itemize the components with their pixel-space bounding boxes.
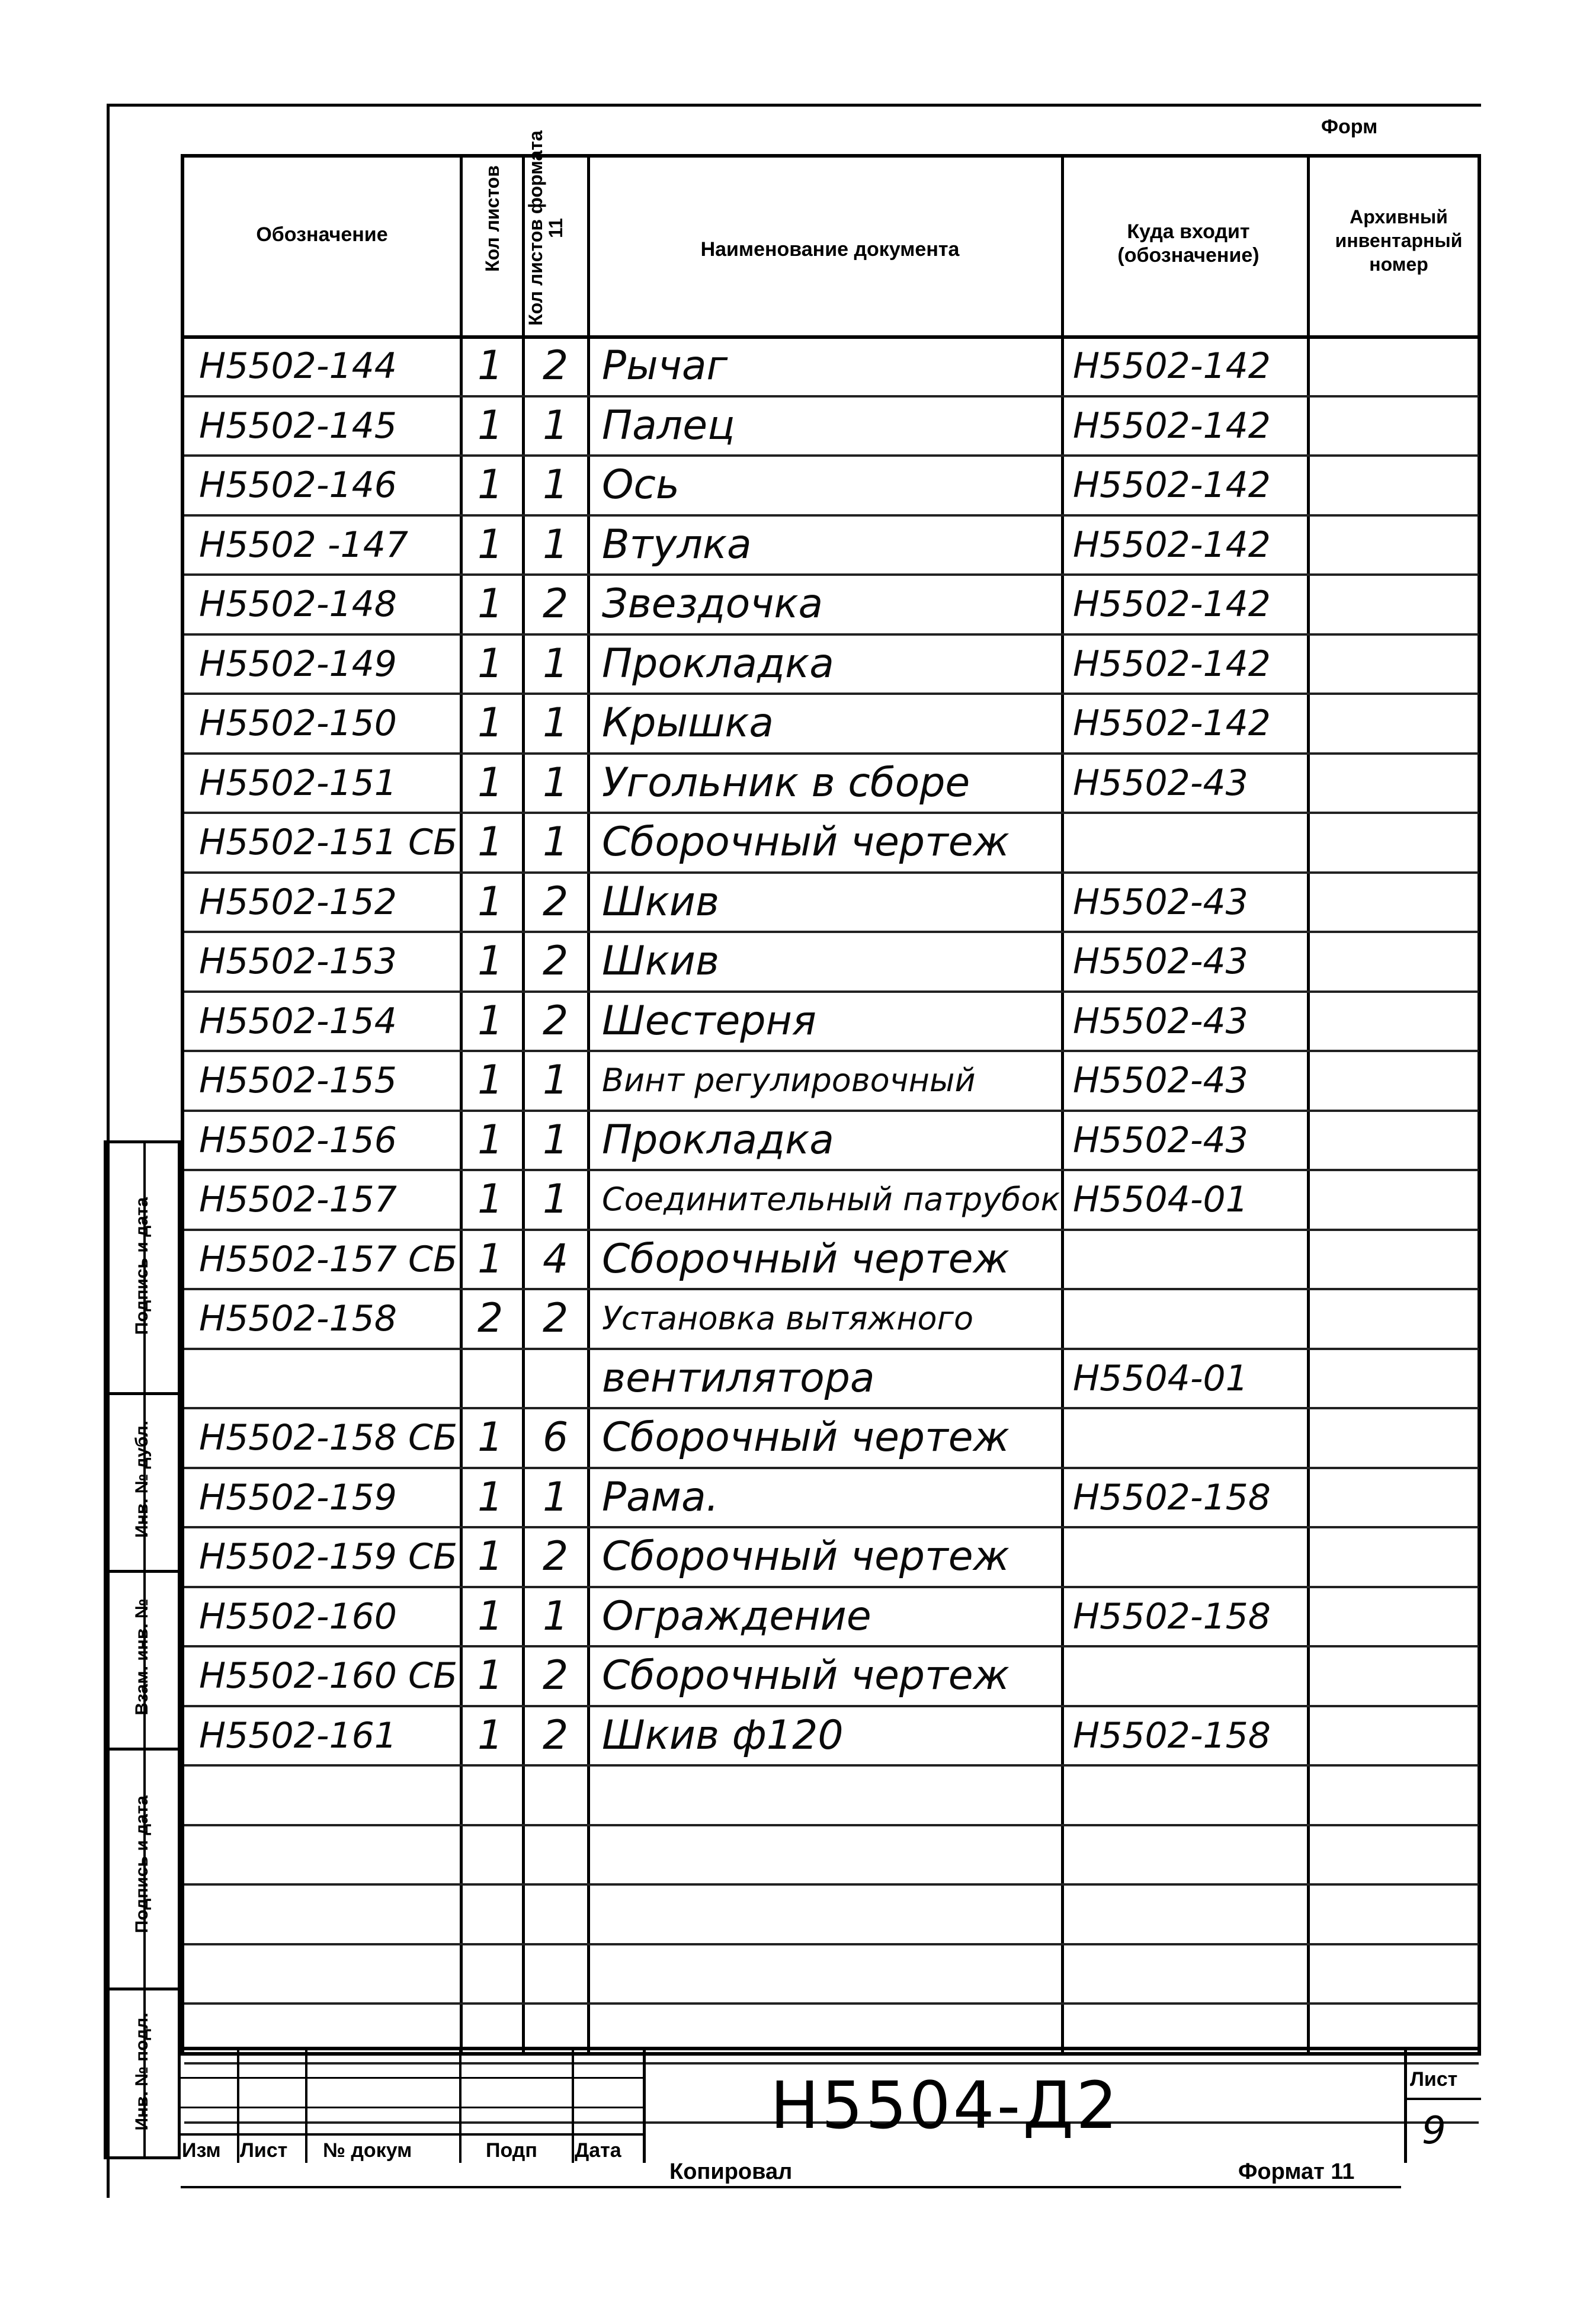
- tb-label-list: Лист: [240, 2139, 288, 2162]
- cell-sheets: 1: [477, 1235, 504, 1283]
- cell-designation: Н5502-145: [199, 405, 397, 447]
- cell-designation: Н5502-160: [199, 1595, 397, 1637]
- cell-sheets: 1: [477, 1116, 504, 1163]
- row-line: [184, 1645, 1479, 1647]
- col-divider-included: [1307, 158, 1310, 2053]
- cell-format11: 2: [543, 1295, 569, 1342]
- cell-doc-name: Ограждение: [602, 1592, 871, 1640]
- cell-sheets: 2: [477, 1295, 504, 1342]
- row-line: [184, 1526, 1479, 1528]
- tb-label-izm: Изм: [182, 2139, 221, 2162]
- side-label-dup-inv: Инв. № дубл.: [132, 1421, 152, 1538]
- document-code: Н5504-Д2: [770, 2067, 1120, 2143]
- row-line: [184, 2002, 1479, 2005]
- header-doc-name: Наименование документа: [700, 238, 960, 261]
- row-line: [184, 514, 1479, 517]
- cell-sheets: 1: [477, 1592, 504, 1640]
- cell-designation: Н5502-158: [199, 1298, 397, 1339]
- tb-col-line: [1404, 2050, 1407, 2163]
- cell-format11: 1: [543, 819, 569, 866]
- cell-format11: 1: [543, 1473, 569, 1521]
- cell-format11: 2: [543, 342, 569, 389]
- tb-row-line: [1404, 2098, 1481, 2100]
- row-line: [184, 395, 1479, 398]
- cell-doc-name: Ось: [602, 461, 680, 508]
- cell-doc-name: вентилятора: [602, 1354, 875, 1402]
- sheet-number: 9: [1422, 2109, 1446, 2153]
- cell-doc-name: Рама.: [602, 1473, 719, 1521]
- tb-label-data: Дата: [575, 2139, 621, 2162]
- cell-designation: Н5502-158 СБ: [199, 1417, 458, 1458]
- header-sheets-count: Кол листов: [482, 165, 503, 272]
- cell-format11: 1: [543, 402, 569, 449]
- cell-sheets: 1: [477, 700, 504, 746]
- cell-format11: 2: [543, 1652, 569, 1699]
- tb-col-line: [305, 2050, 307, 2163]
- cell-doc-name: Угольник в сборе: [602, 759, 970, 806]
- cell-doc-name: Шкив: [602, 878, 720, 925]
- cell-format11: 1: [543, 1116, 569, 1163]
- cell-included-in: Н5502-142: [1073, 345, 1271, 387]
- cell-included-in: Н5502-43: [1073, 1000, 1248, 1042]
- footer-format: Формат 11: [1238, 2159, 1355, 2184]
- cell-sheets: 1: [477, 581, 504, 627]
- tb-col-line: [643, 2050, 646, 2163]
- cell-sheets: 1: [477, 759, 504, 806]
- cell-doc-name: Шкив: [602, 938, 720, 985]
- header-archive-no: Архивный инвентарный номер: [1335, 206, 1463, 275]
- cell-format11: 2: [543, 938, 569, 985]
- cell-sheets: 1: [477, 342, 504, 389]
- row-line: [184, 1110, 1479, 1112]
- side-label-signature-date: Подпись и дата: [132, 1197, 152, 1335]
- row-line: [184, 633, 1479, 636]
- cell-doc-name: Сборочный чертеж: [602, 819, 1009, 866]
- side-label-orig-inv: Инв. № подл.: [132, 2012, 152, 2131]
- cell-sheets: 1: [477, 1057, 504, 1104]
- cell-included-in: Н5502-142: [1073, 464, 1271, 506]
- cell-included-in: Н5502-43: [1073, 881, 1248, 923]
- row-line: [184, 1883, 1479, 1886]
- cell-included-in: Н5504-01: [1073, 1179, 1248, 1220]
- row-line: [184, 693, 1479, 695]
- cell-designation: Н5502-151: [199, 762, 397, 804]
- cell-format11: 1: [543, 461, 569, 508]
- cell-format11: 1: [543, 1057, 569, 1104]
- cell-format11: 1: [543, 1592, 569, 1640]
- cell-sheets: 1: [477, 878, 504, 925]
- row-line: [184, 1586, 1479, 1588]
- cell-doc-name: Шкив ф120: [602, 1711, 844, 1759]
- cell-designation: Н5502-149: [199, 643, 397, 685]
- cell-format11: 6: [543, 1414, 569, 1461]
- cell-sheets: 1: [477, 640, 504, 687]
- cell-included-in: Н5502-158: [1073, 1595, 1271, 1637]
- header-included-in: Куда входит (обозначение): [1117, 220, 1260, 267]
- cell-included-in: Н5502-43: [1073, 762, 1248, 804]
- cell-sheets: 1: [477, 1414, 504, 1461]
- col-divider-docname: [1061, 158, 1064, 2053]
- cell-format11: 2: [543, 997, 569, 1044]
- cell-format11: 2: [543, 581, 569, 627]
- tb-col-line: [459, 2050, 462, 2163]
- cell-sheets: 1: [477, 1711, 504, 1759]
- row-line: [184, 1169, 1479, 1171]
- cell-designation: Н5502-144: [199, 345, 397, 387]
- cell-designation: Н5502-148: [199, 584, 397, 625]
- cell-format11: 1: [543, 700, 569, 746]
- side-stamp-column: [104, 1140, 181, 2159]
- cell-doc-name: Соединительный патрубок: [602, 1181, 1060, 1218]
- row-line: [184, 1824, 1479, 1826]
- tb-col-line: [237, 2050, 239, 2163]
- cell-included-in: Н5502-158: [1073, 1714, 1271, 1756]
- cell-designation: Н5502-160 СБ: [199, 1655, 458, 1697]
- cell-doc-name: Сборочный чертеж: [602, 1235, 1009, 1283]
- cell-doc-name: Прокладка: [602, 1116, 834, 1163]
- side-label-signature-date-2: Подпись и дата: [132, 1795, 152, 1934]
- cell-designation: Н5502 -147: [199, 524, 409, 566]
- cell-included-in: Н5504-01: [1073, 1357, 1248, 1399]
- col-divider-designation: [460, 158, 463, 2053]
- cell-included-in: Н5502-158: [1073, 1476, 1271, 1518]
- cell-sheets: 1: [477, 1533, 504, 1580]
- cell-designation: Н5502-146: [199, 464, 397, 506]
- cell-format11: 2: [543, 1533, 569, 1580]
- col-divider-sheets: [522, 158, 525, 2053]
- cell-sheets: 1: [477, 819, 504, 866]
- cell-format11: 4: [543, 1235, 569, 1283]
- cell-format11: 1: [543, 1176, 569, 1223]
- row-line: [184, 1407, 1479, 1409]
- cell-doc-name: Сборочный чертеж: [602, 1652, 1009, 1699]
- cell-included-in: Н5502-142: [1073, 584, 1271, 625]
- cell-included-in: Н5502-43: [1073, 941, 1248, 982]
- cell-doc-name: Шестерня: [602, 997, 816, 1044]
- row-line: [184, 1229, 1479, 1231]
- cell-designation: Н5502-155: [199, 1060, 397, 1101]
- cell-designation: Н5502-161: [199, 1714, 397, 1756]
- cell-designation: Н5502-153: [199, 941, 397, 982]
- cell-format11: 2: [543, 878, 569, 925]
- cell-doc-name: Крышка: [602, 700, 774, 746]
- footer-copied: Копировал: [669, 2159, 793, 2184]
- form-label: Форм: [1321, 116, 1378, 138]
- cell-designation: Н5502-159 СБ: [199, 1536, 458, 1578]
- row-line: [184, 573, 1479, 576]
- side-label-replace-inv: Взам. инв. №: [132, 1598, 152, 1716]
- row-line: [184, 812, 1479, 814]
- tb-label-doc-no: № докум: [323, 2139, 412, 2162]
- cell-doc-name: Втулка: [602, 521, 752, 568]
- bottom-frame-line: [181, 2186, 1401, 2188]
- cell-designation: Н5502-157: [199, 1179, 397, 1220]
- row-line: [184, 1943, 1479, 1945]
- row-line: [184, 1050, 1479, 1052]
- col-divider-format11: [587, 158, 590, 2053]
- row-line: [184, 1705, 1479, 1707]
- cell-sheets: 1: [477, 997, 504, 1044]
- cell-designation: Н5502-154: [199, 1000, 397, 1042]
- cell-sheets: 1: [477, 1473, 504, 1521]
- cell-doc-name: Палец: [602, 402, 735, 449]
- cell-sheets: 1: [477, 461, 504, 508]
- cell-format11: 2: [543, 1711, 569, 1759]
- cell-designation: Н5502-150: [199, 703, 397, 744]
- cell-included-in: Н5502-142: [1073, 524, 1271, 566]
- cell-doc-name: Сборочный чертеж: [602, 1414, 1009, 1461]
- cell-sheets: 1: [477, 402, 504, 449]
- row-line: [184, 1288, 1479, 1290]
- cell-sheets: 1: [477, 521, 504, 568]
- cell-doc-name: Рычаг: [602, 342, 728, 389]
- cell-designation: Н5502-159: [199, 1476, 397, 1518]
- tb-label-podp: Подп: [486, 2139, 537, 2162]
- cell-designation: Н5502-151 СБ: [199, 822, 458, 863]
- cell-included-in: Н5502-142: [1073, 703, 1271, 744]
- cell-format11: 1: [543, 640, 569, 687]
- row-line: [184, 752, 1479, 755]
- row-line: [184, 931, 1479, 933]
- cell-sheets: 1: [477, 1176, 504, 1223]
- tb-col-line: [572, 2050, 574, 2163]
- row-line: [184, 990, 1479, 993]
- row-line: [184, 871, 1479, 874]
- header-sheets-format11: Кол листов формата 11: [525, 130, 566, 326]
- cell-doc-name: Прокладка: [602, 640, 834, 687]
- cell-sheets: 1: [477, 938, 504, 985]
- cell-included-in: Н5502-142: [1073, 643, 1271, 685]
- row-line: [184, 1764, 1479, 1767]
- row-line: [184, 1467, 1479, 1469]
- cell-format11: 1: [543, 521, 569, 568]
- tb-label-sheet: Лист: [1410, 2068, 1458, 2091]
- cell-included-in: Н5502-43: [1073, 1119, 1248, 1161]
- row-line: [184, 1348, 1479, 1350]
- cell-format11: 1: [543, 759, 569, 806]
- cell-doc-name: Винт регулировочный: [602, 1062, 976, 1099]
- cell-sheets: 1: [477, 1652, 504, 1699]
- header-designation: Обозначение: [256, 223, 388, 246]
- document-register-table: [181, 130, 1481, 2056]
- row-line: [184, 454, 1479, 457]
- cell-included-in: Н5502-142: [1073, 405, 1271, 447]
- cell-designation: Н5502-156: [199, 1119, 397, 1161]
- cell-designation: Н5502-157 СБ: [199, 1238, 458, 1280]
- header-bottom-line: [184, 335, 1479, 339]
- cell-included-in: Н5502-43: [1073, 1060, 1248, 1101]
- cell-doc-name: Установка вытяжного: [602, 1300, 973, 1337]
- cell-doc-name: Звездочка: [602, 581, 823, 627]
- cell-doc-name: Сборочный чертеж: [602, 1533, 1009, 1580]
- cell-designation: Н5502-152: [199, 881, 397, 923]
